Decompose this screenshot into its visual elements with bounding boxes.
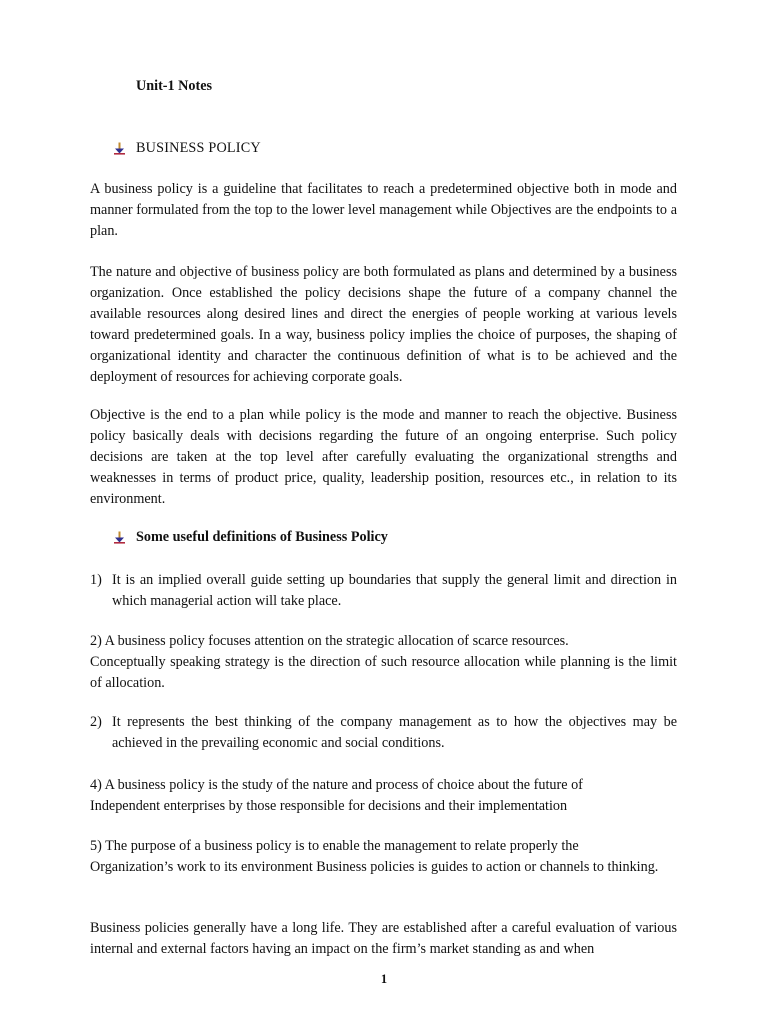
- item-text: It represents the best thinking of the company management as to how the objectives may be achieved in the prevailing economic and social conditions.: [112, 714, 677, 751]
- paragraph-long-life: Business policies generally have a long life. They are established after a careful evaluation of various internal and external factors having an impact on the firm’s market standing as and when: [90, 920, 677, 957]
- paragraph-objective: Objective is the end to a plan while policy is the mode and manner to reach the objective. Business policy basically deals with decisions regarding the future of an ongoing enterprise. Such policy decisions are taken at the top level after carefully evaluating the organizational strengths and weaknesses in terms of product price, quality, leadership position, resources etc., in relation to its environment.: [90, 407, 677, 507]
- definition-item-2-line1: 2) A business policy focuses attention on the strategic allocation of scarce resources.: [90, 633, 569, 649]
- definition-item-5-line2: Organization’s work to its environment Business policies is guides to action or channels to thinking.: [90, 859, 659, 875]
- section-heading-definitions: [113, 529, 388, 546]
- definition-item-5-line1: 5) The purpose of a business policy is to enable the management to relate properly the: [90, 838, 579, 854]
- paragraph-nature: The nature and objective of business policy are both formulated as plans and determined by a business organization. Once established the policy decisions shape the future of a company channel the available resources along desired lines and direct the energies of people working at various levels toward predetermined goals. In a way, business policy implies the choice of purposes, the shaping of organizational identity and character the continuous definition of what is to be achieved and the deployment of resources for achieving corporate goals.: [90, 264, 677, 385]
- section-heading-text: BUSINESS POLICY: [136, 140, 261, 156]
- item-number: 2): [90, 714, 102, 730]
- page-title: Unit-1 Notes: [136, 78, 213, 94]
- definition-item-3: [90, 712, 677, 754]
- page-number: 1: [380, 972, 388, 986]
- definition-item-2-line2: Conceptually speaking strategy is the direction of such resource allocation while planning is the limit of allocation.: [90, 654, 677, 691]
- paragraph-definition: A business policy is a guideline that facilitates to reach a predetermined objective both in mode and manner formulated from the top to the lower level management while Objectives are the endpoints to a plan.: [90, 181, 677, 239]
- definition-item-4-line2: Independent enterprises by those responsible for decisions and their implementation: [90, 798, 568, 814]
- definition-item-4-line1: 4) A business policy is the study of the nature and process of choice about the future of: [90, 777, 583, 793]
- item-text: It is an implied overall guide setting up boundaries that supply the general limit and direction in which managerial action will take place.: [112, 572, 677, 609]
- arrow-bullet-icon: [113, 142, 126, 155]
- arrow-bullet-icon: [113, 531, 126, 544]
- item-number: 1): [90, 572, 102, 588]
- definition-item-1: [90, 570, 677, 612]
- section-heading-business-policy: [113, 140, 261, 157]
- section-heading-text: Some useful definitions of Business Policy: [136, 529, 388, 545]
